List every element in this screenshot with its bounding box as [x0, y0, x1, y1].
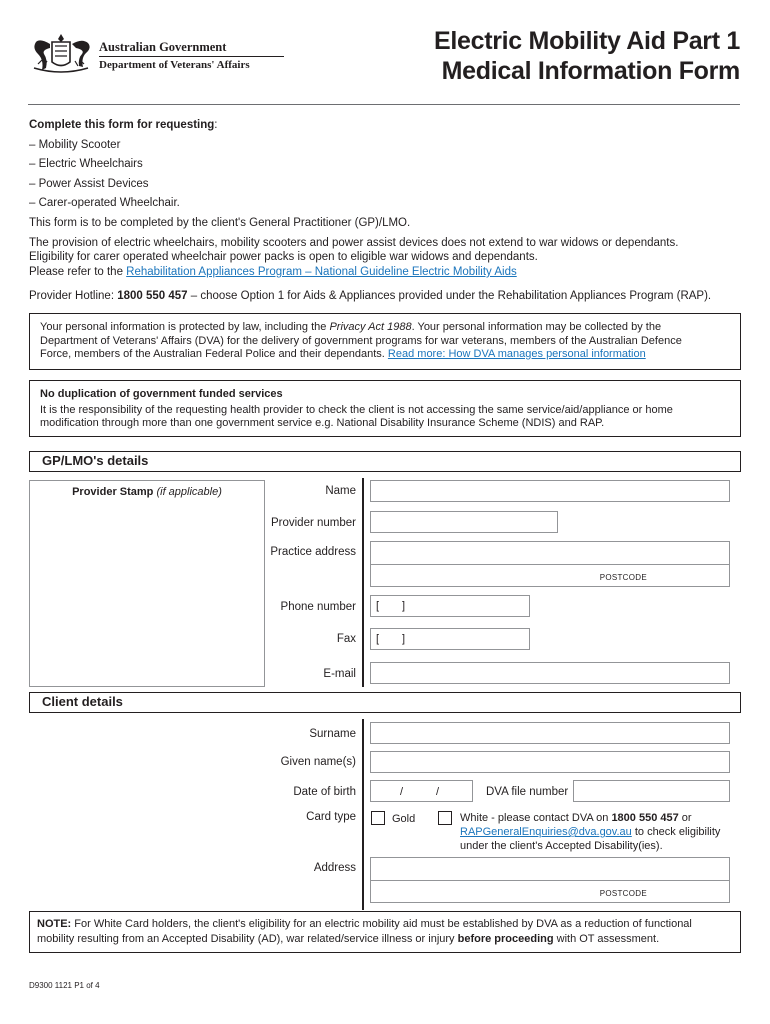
privacy-notice: [29, 313, 741, 370]
address-label: Address: [313, 862, 356, 874]
provider-number-label: Provider number: [270, 517, 356, 529]
white-card-note: [29, 911, 741, 953]
privacy-text: Department of Veterans' Affairs (DVA) for the delivery of government programs for war veterans, members of the Australian Defence: [40, 334, 682, 347]
logo-divider: [99, 56, 284, 57]
white-card-text: under the client's Accepted Disability(ies).: [460, 840, 663, 852]
white-card-phone: 1800 550 457: [611, 812, 679, 824]
refer-prefix: Please refer to the: [29, 266, 127, 278]
note-label: NOTE:: [37, 918, 72, 930]
list-item: – Power Assist Devices: [29, 177, 149, 190]
phone-area-open: [: [376, 600, 380, 612]
provision-text-1: The provision of electric wheelchairs, mobility scooters and power assist devices does not extend to war widows or dependants.: [29, 237, 679, 249]
dob-label: Date of birth: [293, 786, 356, 798]
privacy-read-more-link[interactable]: Read more: How DVA manages personal information: [387, 348, 646, 360]
phone-label: Phone number: [280, 601, 356, 613]
given-names-field[interactable]: [370, 751, 730, 773]
guideline-link[interactable]: Rehabilitation Appliances Program – National Guideline Electric Mobility Aids: [126, 266, 517, 278]
practice-address-field-line1[interactable]: [370, 541, 730, 564]
white-card-text: or: [678, 812, 692, 824]
note-text: For White Card holders, the client's eligibility for an electric mobility aid must be established by DVA as a reduction of functional: [71, 918, 692, 930]
stamp-label: Provider Stamp: [72, 486, 154, 498]
government-name: Australian Government: [99, 40, 227, 54]
gp-name-field[interactable]: [370, 480, 730, 502]
gold-card-label: Gold: [392, 813, 416, 825]
form-title: [434, 26, 740, 86]
no-duplication-text: It is the responsibility of the requesting health provider to check the client is not accessing the same service/aid/appliance or home: [40, 403, 673, 416]
fax-area-close: ]: [402, 633, 406, 645]
white-card-checkbox[interactable]: [438, 811, 452, 825]
card-type-label: Card type: [306, 811, 356, 823]
hotline-suffix: – choose Option 1 for Aids & Appliances provided under the Rehabilitation Appliances Program (RAP).: [187, 289, 712, 302]
intro-lead-colon: :: [214, 119, 218, 131]
list-item: – Mobility Scooter: [29, 138, 121, 151]
client-address-field-line1[interactable]: [370, 857, 730, 880]
intro-lead: Complete this form for requesting: [29, 119, 215, 131]
form-code-footer: D9300 1121 P1 of 4: [29, 981, 100, 990]
note-emphasis: before proceeding: [457, 933, 554, 945]
phone-field[interactable]: [370, 595, 530, 617]
phone-area-close: ]: [402, 600, 406, 612]
gp-section-header: GP/LMO's details: [29, 451, 741, 472]
practice-address-label: Practice address: [270, 546, 356, 558]
white-card-label: [460, 811, 720, 853]
government-logo: [28, 28, 268, 76]
name-label: Name: [325, 485, 356, 497]
dva-file-number-field[interactable]: [573, 780, 730, 802]
hotline-number: 1800 550 457: [117, 289, 188, 302]
privacy-act: Privacy Act 1988: [329, 321, 412, 333]
provider-stamp-area[interactable]: [29, 480, 265, 687]
fax-label: Fax: [336, 633, 356, 645]
no-duplication-text: modification through more than one government service e.g. National Disability Insurance Scheme (NDIS) and RAP.: [40, 417, 605, 429]
gp-column-divider: [362, 478, 364, 687]
hotline-label: Provider Hotline:: [29, 289, 118, 302]
gp-note: This form is to be completed by the client's General Practitioner (GP)/LMO.: [29, 216, 411, 229]
coat-of-arms-icon: [28, 28, 94, 76]
client-address-field-line2[interactable]: [370, 880, 730, 903]
surname-label: Surname: [309, 728, 356, 740]
header-divider: [28, 104, 740, 105]
gold-card-checkbox[interactable]: [371, 811, 385, 825]
privacy-text: Force, members of the Australian Federal Police and their dependants.: [40, 348, 388, 360]
practice-address-field-line2[interactable]: [370, 564, 730, 587]
dob-separator: /: [400, 786, 404, 798]
email-field[interactable]: [370, 662, 730, 684]
rap-email-link[interactable]: RAPGeneralEnquiries@dva.gov.au: [460, 826, 632, 838]
surname-field[interactable]: [370, 722, 730, 744]
client-column-divider: [362, 719, 364, 910]
no-duplication-notice: [29, 380, 741, 437]
note-text: with OT assessment.: [553, 933, 660, 945]
provider-number-field[interactable]: [370, 511, 558, 533]
list-item: – Electric Wheelchairs: [29, 158, 143, 170]
given-names-label: Given name(s): [280, 756, 356, 768]
list-item: – Carer-operated Wheelchair.: [29, 197, 180, 209]
stamp-label-note: (if applicable): [153, 486, 222, 498]
white-card-text: to check eligibility: [631, 826, 721, 838]
practice-postcode-label: POSTCODE: [599, 573, 647, 582]
client-section-header: Client details: [29, 692, 741, 713]
fax-area-open: [: [376, 633, 380, 645]
privacy-text: . Your personal information may be collected by the: [411, 321, 662, 333]
email-label: E-mail: [323, 668, 356, 680]
title-line-1: Electric Mobility Aid Part 1: [433, 27, 740, 55]
dob-separator: /: [436, 786, 440, 798]
title-line-2: Medical Information Form: [441, 57, 740, 85]
privacy-text: Your personal information is protected by law, including the: [40, 321, 330, 333]
dva-file-label: DVA file number: [486, 786, 569, 798]
provision-text-2: Eligibility for carer operated wheelchair power packs is open to eligible war widows and dependants.: [29, 251, 538, 263]
department-name: Department of Veterans' Affairs: [99, 59, 250, 71]
note-text: mobility resulting from an Accepted Disability (AD), war related/service illness or injury: [37, 933, 458, 945]
fax-field[interactable]: [370, 628, 530, 650]
no-duplication-heading: No duplication of government funded services: [40, 388, 283, 400]
dob-field[interactable]: [370, 780, 473, 802]
intro-section: [29, 116, 744, 306]
white-card-text: White - please contact DVA on: [460, 812, 612, 824]
client-postcode-label: POSTCODE: [599, 889, 647, 898]
